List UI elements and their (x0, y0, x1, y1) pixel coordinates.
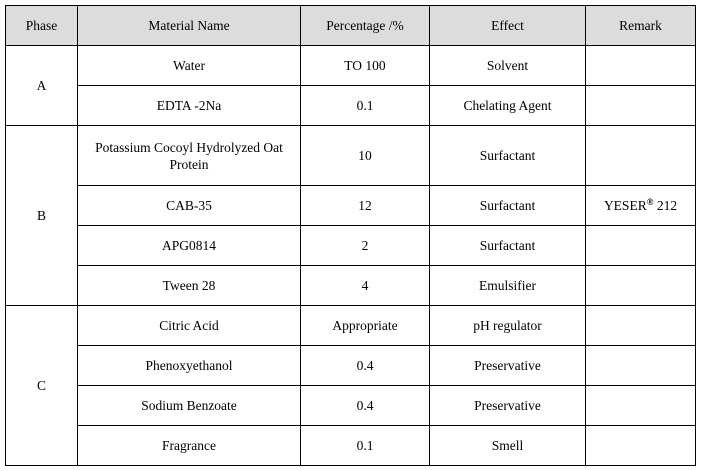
percentage-value: 10 (301, 126, 430, 186)
remark-value (586, 46, 696, 86)
table-row (6, 46, 696, 86)
effect-value: Surfactant (430, 226, 586, 266)
percentage-value: 0.1 (301, 426, 430, 466)
table-row (6, 346, 696, 386)
registered-mark: ® (646, 197, 654, 207)
remark-value (586, 226, 696, 266)
percentage-value: 0.4 (301, 386, 430, 426)
header-percentage: Percentage /% (301, 6, 430, 46)
phase-label: A (6, 46, 78, 126)
table-row (6, 126, 696, 186)
effect-value: Emulsifier (430, 266, 586, 306)
remark-value (586, 186, 696, 226)
material-name: Water (78, 46, 301, 86)
material-name: EDTA -2Na (78, 86, 301, 126)
material-name: CAB-35 (78, 186, 301, 226)
effect-value: Preservative (430, 346, 586, 386)
remark-value (586, 426, 696, 466)
table-row (6, 186, 696, 226)
formula-table (5, 5, 696, 466)
effect-value: Preservative (430, 386, 586, 426)
effect-value: Surfactant (430, 186, 586, 226)
remark-value (586, 266, 696, 306)
table-body (6, 46, 696, 466)
percentage-value: 4 (301, 266, 430, 306)
remark-brand: YESER (603, 198, 647, 213)
remark-value (586, 386, 696, 426)
material-name: Sodium Benzoate (78, 386, 301, 426)
header-phase: Phase (6, 6, 78, 46)
header-row (6, 6, 696, 46)
table-row (6, 226, 696, 266)
table-row (6, 426, 696, 466)
header-material-name: Material Name (78, 6, 301, 46)
percentage-value: 12 (301, 186, 430, 226)
table-header (6, 6, 696, 46)
effect-value: Surfactant (430, 126, 586, 186)
material-name: Tween 28 (78, 266, 301, 306)
remark-suffix: 212 (653, 198, 678, 213)
table-row (6, 306, 696, 346)
percentage-value: Appropriate (301, 306, 430, 346)
table-row (6, 266, 696, 306)
remark-value (586, 306, 696, 346)
effect-value: Solvent (430, 46, 586, 86)
header-remark: Remark (586, 6, 696, 46)
effect-value: pH regulator (430, 306, 586, 346)
table-row (6, 386, 696, 426)
effect-value: Smell (430, 426, 586, 466)
material-name: Citric Acid (78, 306, 301, 346)
remark-value (586, 346, 696, 386)
material-name: Fragrance (78, 426, 301, 466)
remark-value (586, 126, 696, 186)
percentage-value: 2 (301, 226, 430, 266)
material-name: Phenoxyethanol (78, 346, 301, 386)
remark-value (586, 86, 696, 126)
phase-label: C (6, 306, 78, 466)
percentage-value: TO 100 (301, 46, 430, 86)
table-row (6, 86, 696, 126)
phase-label: B (6, 126, 78, 306)
effect-value: Chelating Agent (430, 86, 586, 126)
percentage-value: 0.4 (301, 346, 430, 386)
material-name: APG0814 (78, 226, 301, 266)
header-effect: Effect (430, 6, 586, 46)
percentage-value: 0.1 (301, 86, 430, 126)
material-name: Potassium Cocoyl Hydrolyzed Oat Protein (78, 126, 301, 186)
